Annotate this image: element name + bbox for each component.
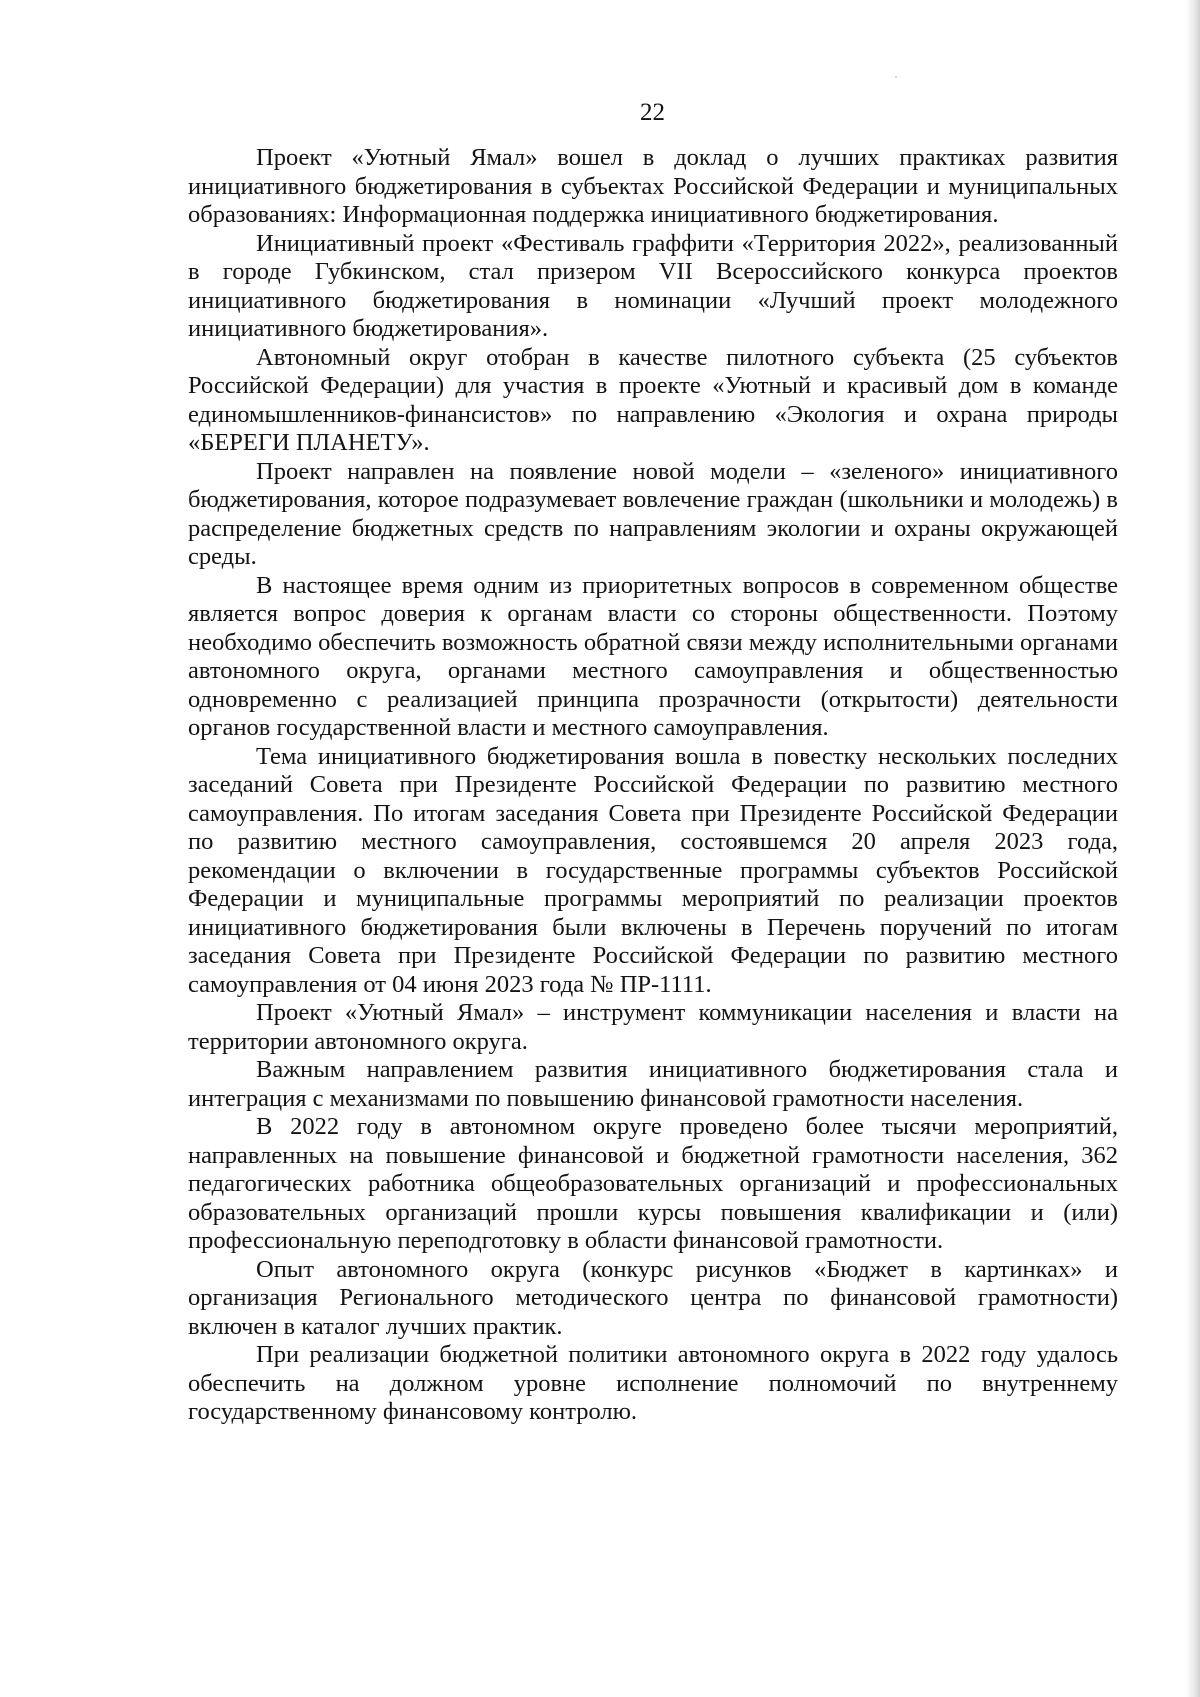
paragraph-8: Важным направлением развития инициативного бюджетирования стала и интеграция с механизмами по повышению финансовой грамотности населения. xyxy=(188,1056,1118,1112)
paragraph-11: При реализации бюджетной политики автономного округа в 2022 году удалось обеспечить на должном уровне исполнение полномочий по внутреннему государственному финансовому контролю. xyxy=(188,1341,1118,1425)
paragraph-3: Автономный округ отобран в качестве пилотного субъекта (25 субъектов Российской Федерации) для участия в проекте «Уютный и красивый дом в команде единомышленников-финансистов» по направлению «Экология и охрана природы «БЕРЕГИ ПЛАНЕТУ». xyxy=(188,343,1118,456)
paragraph-4: Проект направлен на появление новой модели – «зеленого» инициативного бюджетирования, которое подразумевает вовлечение граждан (школьники и молодежь) в распределение бюджетных средств по направлениям экологии и охраны окружающей среды. xyxy=(188,457,1118,570)
document-body xyxy=(188,144,1118,1427)
paragraph-9: В 2022 году в автономном округе проведено более тысячи мероприятий, направленных на повышение финансовой и бюджетной грамотности населения, 362 педагогических работника общеобразовательных организаций и профессиональных образовательных организаций прошли курсы повышения квалификации и (или) профессиональную переподготовку в области финансовой грамотности. xyxy=(188,1113,1118,1254)
paragraph-1: Проект «Уютный Ямал» вошел в доклад о лучших практиках развития инициативного бюджетирования в субъектах Российской Федерации и муниципальных образованиях: Информационная поддержка инициативного бюджетирования. xyxy=(188,144,1118,228)
paragraph-10: Опыт автономного округа (конкурс рисунков «Бюджет в картинках» и организация Регионального методического центра по финансовой грамотности) включен в каталог лучших практик. xyxy=(188,1255,1118,1340)
paragraph-7: Проект «Уютный Ямал» – инструмент коммуникации населения и власти на территории автономного округа. xyxy=(188,999,1118,1055)
paragraph-2: Инициативный проект «Фестиваль граффити «Территория 2022», реализованный в городе Губкинском, стал призером VII Всероссийского конкурса проектов инициативного бюджетирования в номинации «Лучший проект молодежного инициативного бюджетирования». xyxy=(188,229,1118,342)
scan-page-edge xyxy=(1186,0,1200,1697)
page-number: 22 xyxy=(640,99,665,126)
paragraph-6: Тема инициативного бюджетирования вошла в повестку нескольких последних заседаний Совета при Президенте Российской Федерации по развитию местного самоуправления. По итогам заседания Совета при Президенте Российской Федерации по развитию местного самоуправления, состоявшемся 20 апреля 2023 года, рекомендации о включении в государственные программы субъектов Российской Федерации и муниципальные программы мероприятий по реализации проектов инициативного бюджетирования были включены в Перечень поручений по итогам заседания Совета при Президенте Российской Федерации по развитию местного самоуправления от 04 июня 2023 года № ПР-1111. xyxy=(188,742,1118,998)
scan-speck xyxy=(895,76,897,78)
paragraph-5: В настоящее время одним из приоритетных вопросов в современном обществе является вопрос доверия к органам власти со стороны общественности. Поэтому необходимо обеспечить возможность обратной связи между исполнительными органами автономного округа, органами местного самоуправления и общественностью одновременно с реализацией принципа прозрачности (открытости) деятельности органов государственной власти и местного самоуправления. xyxy=(188,571,1118,741)
